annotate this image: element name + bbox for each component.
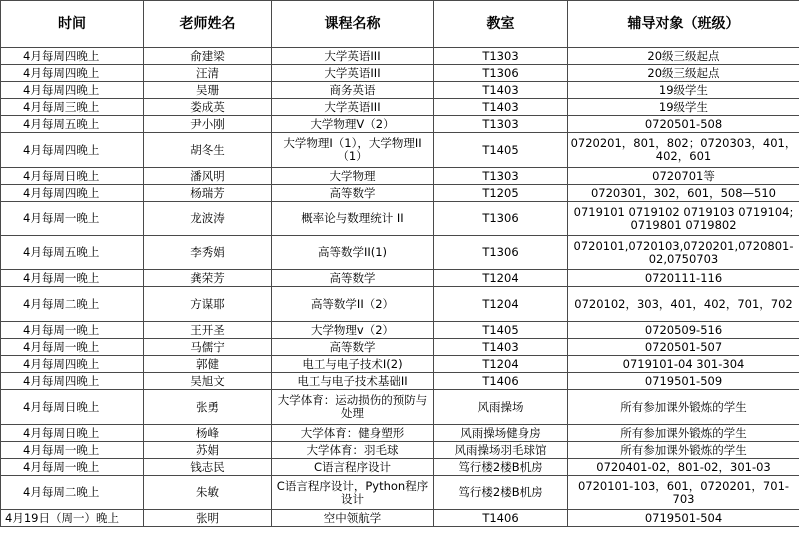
cell-course: 概率论与数理统计 II: [272, 202, 434, 236]
cell-target: 0720301，302，601，508—510: [568, 185, 799, 202]
cell-time: 4月每周一晚上: [1, 322, 144, 339]
cell-course: 大学物理V（2）: [272, 116, 434, 133]
cell-time: 4月每周五晚上: [1, 236, 144, 270]
cell-room: T1406: [434, 373, 568, 390]
cell-time: 4月19日（周一）晚上: [1, 510, 144, 527]
table-row: [1, 168, 799, 185]
cell-time: 4月每周三晚上: [1, 99, 144, 116]
cell-course: 大学英语III: [272, 99, 434, 116]
cell-teacher: 俞建梁: [144, 48, 272, 65]
cell-target: 0719501-504: [568, 510, 799, 527]
cell-course: 电工与电子技术基础II: [272, 373, 434, 390]
cell-course: 空中领航学: [272, 510, 434, 527]
cell-target: 0720701等: [568, 168, 799, 185]
table-row: [1, 510, 799, 527]
cell-time: 4月每周日晚上: [1, 425, 144, 442]
cell-course: C语言程序设计，Python程序设计: [272, 476, 434, 510]
cell-room: 笃行楼2楼B机房: [434, 476, 568, 510]
cell-time: 4月每周四晚上: [1, 48, 144, 65]
cell-course: 大学物理: [272, 168, 434, 185]
header-course: 课程名称: [272, 1, 434, 48]
table-row: [1, 65, 799, 82]
cell-course: 高等数学: [272, 270, 434, 287]
cell-target: 0720501-507: [568, 339, 799, 356]
cell-time: 4月每周一晚上: [1, 459, 144, 476]
header-time: 时间: [1, 1, 144, 48]
cell-teacher: 方谋耶: [144, 287, 272, 322]
cell-teacher: 杨峰: [144, 425, 272, 442]
cell-room: T1403: [434, 339, 568, 356]
table-row: [1, 48, 799, 65]
header-teacher: 老师姓名: [144, 1, 272, 48]
cell-target: 0719501-509: [568, 373, 799, 390]
cell-course: 大学体育：健身塑形: [272, 425, 434, 442]
table-row: [1, 116, 799, 133]
cell-teacher: 朱敏: [144, 476, 272, 510]
cell-time: 4月每周四晚上: [1, 82, 144, 99]
cell-room: T1306: [434, 202, 568, 236]
cell-room: T1406: [434, 510, 568, 527]
cell-time: 4月每周一晚上: [1, 339, 144, 356]
cell-room: 风雨操场健身房: [434, 425, 568, 442]
cell-target: 0720101-103，601，0720201，701-703: [568, 476, 799, 510]
cell-teacher: 杨瑞芳: [144, 185, 272, 202]
cell-time: 4月每周四晚上: [1, 133, 144, 168]
cell-room: T1204: [434, 270, 568, 287]
cell-room: T1306: [434, 236, 568, 270]
cell-target: 20级三级起点: [568, 48, 799, 65]
table-row: [1, 82, 799, 99]
table-row: [1, 373, 799, 390]
header-room: 教室: [434, 1, 568, 48]
cell-time: 4月每周一晚上: [1, 270, 144, 287]
cell-target: 0720401-02，801-02，301-03: [568, 459, 799, 476]
cell-room: T1303: [434, 48, 568, 65]
cell-target: 0719101 0719102 0719103 0719104; 0719801 0719802: [568, 202, 799, 236]
cell-course: 高等数学II(1): [272, 236, 434, 270]
table-row: [1, 390, 799, 425]
cell-target: 0720509-516: [568, 322, 799, 339]
cell-room: T1303: [434, 168, 568, 185]
cell-time: 4月每周一晚上: [1, 202, 144, 236]
cell-course: 电工与电子技术Ⅰ(2): [272, 356, 434, 373]
cell-target: 20级三级起点: [568, 65, 799, 82]
cell-room: T1405: [434, 322, 568, 339]
table-row: [1, 287, 799, 322]
cell-time: 4月每周四晚上: [1, 356, 144, 373]
cell-teacher: 张勇: [144, 390, 272, 425]
cell-room: 笃行楼2楼B机房: [434, 459, 568, 476]
table-row: [1, 202, 799, 236]
cell-course: 高等数学: [272, 339, 434, 356]
cell-room: T1403: [434, 82, 568, 99]
cell-course: 大学英语III: [272, 65, 434, 82]
cell-teacher: 马儒宁: [144, 339, 272, 356]
cell-course: C语言程序设计: [272, 459, 434, 476]
cell-target: 0720201，801，802；0720303，401，402，601: [568, 133, 799, 168]
cell-room: T1303: [434, 116, 568, 133]
cell-course: 大学物理I（1），大学物理II（1）: [272, 133, 434, 168]
cell-time: 4月每周日晚上: [1, 168, 144, 185]
cell-course: 高等数学II（2）: [272, 287, 434, 322]
cell-teacher: 吴珊: [144, 82, 272, 99]
cell-course: 大学体育：羽毛球: [272, 442, 434, 459]
cell-target: 0719101-04 301-304: [568, 356, 799, 373]
header-target: 辅导对象（班级）: [568, 1, 799, 48]
cell-time: 4月每周四晚上: [1, 65, 144, 82]
cell-teacher: 钱志民: [144, 459, 272, 476]
cell-teacher: 吴旭文: [144, 373, 272, 390]
cell-teacher: 张明: [144, 510, 272, 527]
table-row: [1, 442, 799, 459]
cell-target: 所有参加课外锻炼的学生: [568, 442, 799, 459]
cell-time: 4月每周一晚上: [1, 442, 144, 459]
cell-course: 大学体育：运动损伤的预防与处理: [272, 390, 434, 425]
cell-teacher: 潘风明: [144, 168, 272, 185]
table-row: [1, 99, 799, 116]
table-row: [1, 476, 799, 510]
cell-teacher: 龚荣芳: [144, 270, 272, 287]
cell-room: 风雨操场: [434, 390, 568, 425]
cell-teacher: 汪清: [144, 65, 272, 82]
table-row: [1, 322, 799, 339]
cell-teacher: 尹小刚: [144, 116, 272, 133]
header-row: [1, 1, 799, 48]
cell-course: 高等数学: [272, 185, 434, 202]
table-row: [1, 459, 799, 476]
cell-time: 4月每周二晚上: [1, 476, 144, 510]
cell-target: 19级学生: [568, 99, 799, 116]
cell-target: 19级学生: [568, 82, 799, 99]
cell-room: 风雨操场羽毛球馆: [434, 442, 568, 459]
cell-time: 4月每周五晚上: [1, 116, 144, 133]
cell-course: 大学物理v（2）: [272, 322, 434, 339]
cell-room: T1306: [434, 65, 568, 82]
table-row: [1, 339, 799, 356]
table-row: [1, 133, 799, 168]
cell-target: 0720501-508: [568, 116, 799, 133]
cell-room: T1205: [434, 185, 568, 202]
cell-teacher: 郭健: [144, 356, 272, 373]
cell-time: 4月每周四晚上: [1, 185, 144, 202]
cell-room: T1204: [434, 356, 568, 373]
cell-teacher: 胡冬生: [144, 133, 272, 168]
cell-teacher: 龙波涛: [144, 202, 272, 236]
cell-teacher: 王开圣: [144, 322, 272, 339]
table-row: [1, 270, 799, 287]
cell-target: 所有参加课外锻炼的学生: [568, 390, 799, 425]
table-body: [1, 48, 799, 527]
table-row: [1, 185, 799, 202]
cell-time: 4月每周日晚上: [1, 390, 144, 425]
cell-time: 4月每周四晚上: [1, 373, 144, 390]
cell-target: 0720101,0720103,0720201,0720801-02,0750703: [568, 236, 799, 270]
cell-room: T1405: [434, 133, 568, 168]
cell-room: T1204: [434, 287, 568, 322]
cell-target: 0720102，303，401，402，701，702: [568, 287, 799, 322]
cell-room: T1403: [434, 99, 568, 116]
cell-target: 0720111-116: [568, 270, 799, 287]
cell-target: 所有参加课外锻炼的学生: [568, 425, 799, 442]
table-row: [1, 425, 799, 442]
cell-time: 4月每周二晚上: [1, 287, 144, 322]
table-row: [1, 236, 799, 270]
cell-teacher: 娄成英: [144, 99, 272, 116]
cell-course: 商务英语: [272, 82, 434, 99]
table-row: [1, 356, 799, 373]
cell-course: 大学英语III: [272, 48, 434, 65]
cell-teacher: 李秀娟: [144, 236, 272, 270]
cell-teacher: 苏娟: [144, 442, 272, 459]
